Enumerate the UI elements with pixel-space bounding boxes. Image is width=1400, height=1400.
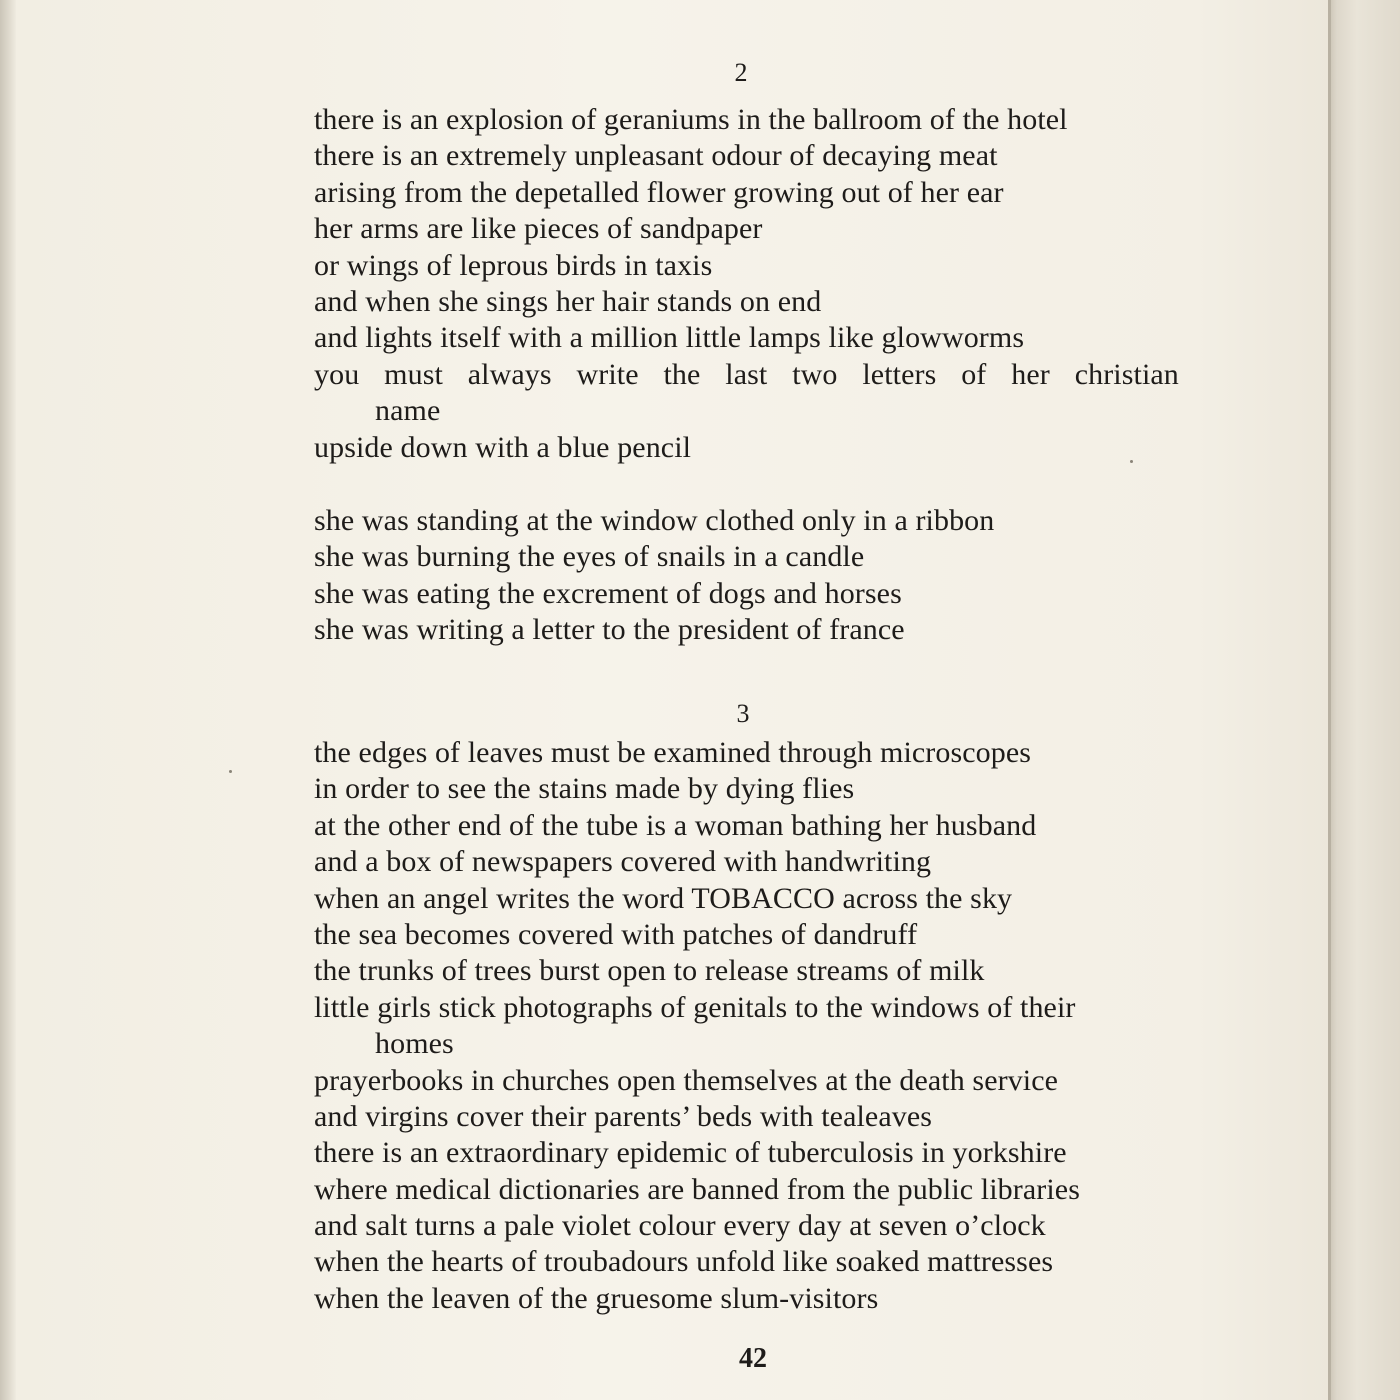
justified-line-text [314,357,1179,393]
justified-word: the [663,357,701,391]
justified-word: christian [1074,357,1179,391]
poem-line: the trunks of trees burst open to release streams of milk [314,954,985,988]
poem-line: and lights itself with a million little lamps like glowworms [314,321,1025,355]
poem-line: prayerbooks in churches open themselves at the death service [314,1063,1059,1097]
justified-word: of [961,357,987,391]
poem-line: her arms are like pieces of sandpaper [314,212,763,246]
poem-line: or wings of leprous birds in taxis [314,248,713,282]
poem-stanza [314,102,1179,466]
poem-line-continuation: name [375,394,441,428]
poem-line: there is an explosion of geraniums in the ballroom of the hotel [314,103,1068,136]
page-number: 42 [739,1343,767,1374]
poem-line: at the other end of the tube is a woman bathing her husband [314,808,1037,842]
poem-line: and salt turns a pale violet colour every day at seven o’clock [314,1209,1046,1243]
poem-line: she was burning the eyes of snails in a candle [314,540,865,574]
justified-word: always [467,357,552,391]
poem-stanza [314,735,1080,1317]
poem-line: there is an extremely unpleasant odour of decaying meat [314,139,998,173]
poem-line: and a box of newspapers covered with handwriting [314,845,932,879]
poem-line: upside down with a blue pencil [314,430,692,464]
section-number: 2 [734,58,748,87]
justified-word: must [384,357,443,391]
poem-line: arising from the depetalled flower growing out of her ear [314,175,1004,209]
poem-stanza [314,503,994,649]
poem-line: and when she sings her hair stands on end [314,284,822,318]
poem-line: when the leaven of the gruesome slum-visitors [314,1281,879,1315]
paper-speck [229,770,232,773]
justified-word: you [314,357,360,391]
poem-line: she was standing at the window clothed only in a ribbon [314,504,995,537]
justified-word: last [725,357,768,391]
justified-word: letters [862,357,937,391]
poem-line: when an angel writes the word TOBACCO across the sky [314,881,1013,915]
poem-line-continuation: homes [375,1027,454,1061]
poem-line: the sea becomes covered with patches of dandruff [314,917,918,951]
justified-word: her [1011,357,1050,391]
poem-line: and virgins cover their parents’ beds with tealeaves [314,1099,933,1133]
poem-line: she was writing a letter to the president of france [314,613,905,647]
poem-line: little girls stick photographs of genitals to the windows of their [314,990,1076,1024]
book-gutter-shadow [0,0,16,1400]
justified-word: two [792,357,838,391]
poem-line: where medical dictionaries are banned from the public libraries [314,1172,1080,1206]
poem-line: the edges of leaves must be examined through microscopes [314,736,1032,769]
poem-line: when the hearts of troubadours unfold like soaked mattresses [314,1245,1054,1279]
facing-page-edge [1328,0,1400,1400]
justified-word: write [576,357,639,391]
poem-line: she was eating the excrement of dogs and horses [314,576,902,610]
poem-line: there is an extraordinary epidemic of tuberculosis in yorkshire [314,1136,1067,1170]
section-number: 3 [736,699,750,728]
poem-line: in order to see the stains made by dying flies [314,772,855,806]
poem-line-justified [314,357,1179,393]
